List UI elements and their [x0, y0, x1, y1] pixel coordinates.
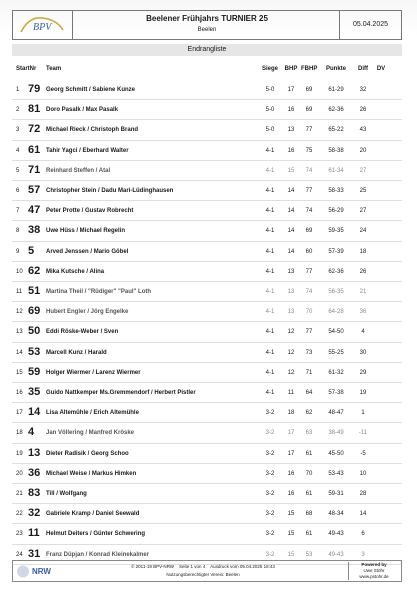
row-team: Uwe Hüss / Michael Regelin	[46, 228, 126, 235]
row-place: 23	[16, 531, 23, 538]
row-diff: 28	[359, 491, 367, 497]
row-diff: 36	[359, 309, 367, 316]
row-siege: 3-2	[265, 511, 275, 518]
row-bhp: 17	[287, 450, 295, 457]
row-diff: 10	[359, 470, 367, 477]
row-fbhp: 70	[305, 309, 313, 316]
row-startnr: 81	[28, 103, 41, 116]
row-fbhp: 69	[305, 87, 313, 93]
row-punkte: 48-47	[328, 410, 344, 417]
row-siege: 4-1	[265, 188, 275, 194]
row-siege: 4-1	[265, 208, 275, 215]
table-row	[12, 262, 402, 282]
row-team: Gabriele Kramp / Daniel Seewald	[46, 511, 140, 518]
row-place: 19	[16, 450, 23, 457]
row-startnr: 79	[28, 83, 41, 95]
row-punkte: 61-34	[328, 167, 344, 174]
row-fbhp: 77	[305, 268, 313, 275]
table-row	[12, 80, 402, 100]
row-fbhp: 61	[305, 531, 313, 538]
row-punkte: 61-32	[328, 369, 344, 376]
row-startnr: 72	[28, 123, 41, 136]
row-bhp: 17	[287, 87, 295, 93]
row-punkte: 38-49	[328, 430, 344, 437]
row-punkte: 49-43	[328, 531, 344, 538]
row-fbhp: 60	[305, 248, 313, 255]
row-punkte: 58-33	[328, 188, 344, 194]
row-team: Michael Rieck / Christoph Brand	[46, 127, 139, 134]
table-row	[12, 343, 402, 363]
row-punkte: 57-39	[328, 248, 344, 255]
row-siege: 3-2	[265, 430, 275, 437]
table-row	[12, 524, 402, 544]
page-title: Beelener Frühjahrs TURNIER 25	[146, 14, 268, 23]
row-siege: 3-2	[265, 531, 275, 538]
row-diff: 32	[359, 87, 367, 93]
row-team: Doro Pasalk / Max Pasalk	[46, 107, 119, 114]
row-siege: 4-1	[265, 147, 275, 154]
row-diff: 27	[359, 208, 367, 215]
row-bhp: 13	[287, 309, 295, 316]
row-startnr: 61	[28, 143, 41, 156]
row-bhp: 16	[287, 107, 295, 114]
row-punkte: 57-38	[328, 390, 344, 396]
row-place: 9	[16, 248, 20, 255]
row-team: Dieter Radisik / Georg Schoo	[46, 450, 129, 457]
footer-info	[83, 563, 323, 579]
nrw-logo	[15, 563, 75, 580]
row-team: Till / Wolfgang	[46, 491, 87, 497]
row-siege: 3-2	[265, 410, 275, 417]
row-place: 8	[16, 228, 20, 235]
row-bhp: 13	[287, 127, 295, 134]
powered-by-label: Powered by	[361, 562, 387, 567]
row-team: Michael Weise / Markus Himken	[46, 470, 137, 477]
row-fbhp: 61	[305, 491, 313, 497]
row-place: 21	[16, 491, 23, 497]
row-startnr: 53	[28, 345, 41, 358]
row-punkte: 61-29	[328, 87, 344, 93]
table-row	[12, 201, 402, 221]
row-startnr: 57	[28, 184, 41, 196]
row-siege: 5-0	[265, 107, 275, 114]
row-startnr: 51	[28, 285, 41, 297]
row-siege: 4-1	[265, 349, 275, 356]
row-fbhp: 77	[305, 188, 313, 194]
table-row	[12, 322, 402, 342]
row-bhp: 12	[287, 349, 295, 356]
row-diff: 3	[361, 551, 365, 558]
row-place: 20	[16, 470, 23, 477]
row-bhp: 13	[287, 268, 295, 275]
row-place: 15	[16, 369, 23, 376]
row-bhp: 15	[287, 511, 295, 518]
row-place: 5	[16, 167, 20, 174]
table-row	[12, 383, 402, 403]
row-fbhp: 75	[305, 147, 313, 154]
row-bhp: 14	[287, 208, 295, 215]
row-startnr: 14	[28, 406, 41, 419]
row-diff: 20	[359, 147, 367, 154]
table-row	[12, 444, 402, 464]
row-startnr: 50	[28, 325, 41, 338]
row-startnr: 36	[28, 466, 41, 479]
footer-printed: Ausdruck vom 05.04.2025 18:43	[210, 564, 275, 569]
row-place: 22	[16, 511, 23, 518]
row-bhp: 16	[287, 147, 295, 154]
row-startnr: 13	[28, 446, 41, 459]
row-diff: 27	[359, 167, 367, 174]
powered-by	[348, 562, 399, 580]
row-siege: 4-1	[265, 369, 275, 376]
row-team: Tahir Yagci / Eberhard Walter	[46, 147, 129, 154]
footer-licensee: Nutzungsberechtigter Verein: Beelen	[166, 572, 240, 577]
row-fbhp: 74	[305, 289, 313, 295]
table-row	[12, 161, 402, 181]
row-bhp: 12	[287, 329, 295, 336]
row-siege: 4-1	[265, 228, 275, 235]
row-siege: 4-1	[265, 248, 275, 255]
row-startnr: 71	[28, 163, 41, 176]
table-row	[12, 484, 402, 504]
row-startnr: 32	[28, 507, 41, 520]
nrw-logo-icon	[15, 563, 75, 580]
row-place: 3	[16, 127, 20, 134]
row-diff: 26	[359, 268, 367, 275]
row-punkte: 48-34	[328, 511, 344, 518]
row-fbhp: 73	[305, 349, 313, 356]
row-punkte: 49-43	[328, 551, 344, 558]
row-fbhp: 69	[305, 107, 313, 114]
footer-copyright: © 2011-19 BPV-NRW	[131, 564, 175, 569]
row-diff: 43	[359, 127, 367, 134]
row-bhp: 14	[287, 228, 295, 235]
row-siege: 5-0	[265, 127, 275, 134]
row-place: 6	[16, 188, 20, 194]
table-row	[12, 120, 402, 140]
row-team: Hubert Engler / Jörg Engelke	[46, 309, 129, 316]
row-punkte: 56-29	[328, 208, 344, 215]
row-team: Reinhard Steffen / Atal	[46, 167, 111, 174]
col-punkte: Punkte	[325, 66, 346, 72]
row-team: Helmut Deiters / Günter Schwering	[46, 531, 146, 538]
logo	[13, 11, 73, 39]
row-punkte: 65-22	[328, 127, 344, 134]
row-siege: 3-2	[265, 551, 275, 558]
row-team: Georg Schmitt / Sabiene Kunze	[46, 87, 136, 93]
powered-by-site: www.pstohr.de	[359, 574, 389, 579]
footer	[12, 560, 402, 582]
table-row	[12, 464, 402, 484]
row-team: Jan Völlering / Manfred Kröske	[46, 430, 135, 437]
col-dv: DV	[376, 66, 386, 72]
row-bhp: 14	[287, 248, 295, 255]
col-startnr: StartNr	[16, 66, 37, 72]
header	[12, 10, 402, 40]
event-date: 05.04.2025	[339, 11, 401, 39]
row-bhp: 15	[287, 551, 295, 558]
row-bhp: 15	[287, 531, 295, 538]
row-fbhp: 74	[305, 167, 313, 174]
row-startnr: 62	[28, 264, 41, 277]
row-team: Lisa Altemühle / Erich Altemühle	[46, 410, 139, 417]
row-team: Guido Nattkemper Ms.Gremmendorf / Herbert Pistler	[46, 390, 196, 396]
row-place: 12	[16, 309, 23, 316]
row-punkte: 59-31	[328, 491, 344, 497]
row-place: 2	[16, 107, 20, 114]
col-siege: Siege	[261, 66, 278, 72]
row-bhp: 13	[287, 289, 295, 295]
row-fbhp: 77	[305, 127, 313, 134]
table-row	[12, 141, 402, 161]
row-team: Eddi Röske-Weber / Sven	[46, 329, 119, 336]
row-siege: 5-0	[265, 87, 275, 93]
row-siege: 4-1	[265, 289, 275, 295]
row-fbhp: 77	[305, 329, 313, 336]
row-startnr: 47	[28, 204, 41, 217]
row-team: Mika Kutsche / Alina	[46, 268, 105, 275]
row-diff: 24	[359, 228, 367, 235]
row-punkte: 62-36	[328, 268, 344, 275]
row-fbhp: 61	[305, 450, 313, 457]
row-startnr: 4	[28, 426, 35, 439]
row-bhp: 16	[287, 491, 295, 497]
row-place: 18	[16, 430, 23, 437]
row-punkte: 45-50	[328, 450, 344, 457]
row-siege: 3-2	[265, 450, 275, 457]
row-punkte: 62-36	[328, 107, 344, 114]
row-startnr: 31	[28, 547, 41, 560]
table-row	[12, 504, 402, 524]
row-place: 13	[16, 329, 23, 336]
row-place: 17	[16, 410, 23, 417]
row-siege: 4-1	[265, 390, 275, 396]
row-siege: 4-1	[265, 309, 275, 316]
row-siege: 3-2	[265, 470, 275, 477]
table-row	[12, 181, 402, 201]
col-fbhp: FBHP	[301, 66, 318, 72]
row-place: 24	[16, 551, 23, 558]
table-row	[12, 403, 402, 423]
row-fbhp: 53	[305, 551, 313, 558]
row-place: 1	[16, 87, 20, 93]
row-fbhp: 74	[305, 208, 313, 215]
table-row	[12, 302, 402, 322]
table-row	[12, 423, 402, 443]
row-punkte: 54-50	[328, 329, 344, 336]
row-bhp: 16	[287, 470, 295, 477]
row-diff: 18	[359, 248, 367, 255]
row-diff: 14	[359, 511, 367, 518]
row-bhp: 18	[287, 410, 295, 417]
row-team: Franz Düpjan / Konrad Kleinekalmer	[46, 551, 150, 558]
ranking-title: Endrangliste	[12, 44, 402, 56]
col-bhp: BHP	[284, 66, 298, 72]
row-startnr: 38	[28, 224, 41, 237]
row-fbhp: 71	[305, 369, 313, 376]
row-bhp: 17	[287, 430, 295, 437]
row-place: 4	[16, 147, 20, 154]
row-startnr: 11	[28, 527, 40, 540]
row-team: Arved Jenssen / Mario Göbel	[46, 248, 129, 255]
row-siege: 4-1	[265, 329, 275, 336]
table-header	[12, 66, 402, 78]
row-fbhp: 62	[305, 410, 313, 417]
row-diff: 25	[359, 188, 367, 194]
row-place: 7	[16, 208, 20, 215]
row-team: Holger Wiermer / Larenz Wiermer	[46, 369, 141, 376]
row-diff: -5	[360, 450, 366, 457]
row-punkte: 53-43	[328, 470, 344, 477]
row-diff: -11	[358, 430, 368, 437]
row-diff: 29	[359, 369, 367, 376]
row-siege: 3-2	[265, 491, 275, 497]
row-diff: 1	[361, 410, 365, 417]
row-punkte: 56-35	[328, 289, 344, 295]
row-startnr: 59	[28, 365, 41, 378]
table-row	[12, 221, 402, 241]
row-startnr: 35	[28, 386, 41, 398]
row-fbhp: 63	[305, 430, 313, 437]
table-row	[12, 363, 402, 383]
row-diff: 4	[361, 329, 365, 336]
row-bhp: 12	[287, 369, 295, 376]
row-diff: 30	[359, 349, 367, 356]
footer-page: Seite 1 von 4	[179, 564, 206, 569]
powered-by-name: Uwe Stöhr	[363, 568, 385, 573]
row-diff: 26	[359, 107, 367, 114]
row-fbhp: 70	[305, 470, 313, 477]
row-siege: 4-1	[265, 167, 275, 174]
row-team: Marcell Kunz / Harald	[46, 349, 107, 356]
row-fbhp: 64	[305, 390, 313, 396]
row-team: Peter Protte / Gustav Robrecht	[46, 208, 134, 215]
row-startnr: 83	[28, 487, 41, 499]
row-team: Christopher Stein / Dadu Mari-Lüdinghausen	[46, 188, 174, 194]
row-fbhp: 68	[305, 511, 313, 518]
logo-text: BPV	[33, 22, 52, 33]
row-team: Martina Theil / "Rüdiger" "Paul" Loth	[46, 289, 152, 295]
row-startnr: 69	[28, 305, 41, 318]
row-punkte: 58-38	[328, 147, 344, 154]
row-diff: 21	[359, 289, 367, 295]
row-punkte: 55-25	[328, 349, 344, 356]
row-fbhp: 69	[305, 228, 313, 235]
row-bhp: 11	[287, 390, 295, 396]
bpv-logo-icon	[19, 14, 67, 36]
row-place: 10	[16, 268, 23, 275]
row-place: 16	[16, 390, 23, 396]
table-row	[12, 282, 402, 302]
row-siege: 4-1	[265, 268, 275, 275]
row-punkte: 64-28	[328, 309, 344, 316]
row-place: 14	[16, 349, 23, 356]
venue: Beelen	[197, 27, 217, 33]
table-row	[12, 100, 402, 120]
row-diff: 19	[359, 390, 367, 396]
row-punkte: 59-35	[328, 228, 344, 235]
row-diff: 6	[361, 531, 365, 538]
table-row	[12, 242, 402, 262]
col-diff: Diff	[358, 66, 368, 72]
row-bhp: 14	[287, 188, 295, 194]
row-place: 11	[16, 289, 23, 295]
row-startnr: 5	[28, 244, 35, 257]
footer-logo-text: NRW	[32, 567, 51, 576]
row-bhp: 15	[287, 167, 295, 174]
col-team: Team	[46, 66, 62, 72]
